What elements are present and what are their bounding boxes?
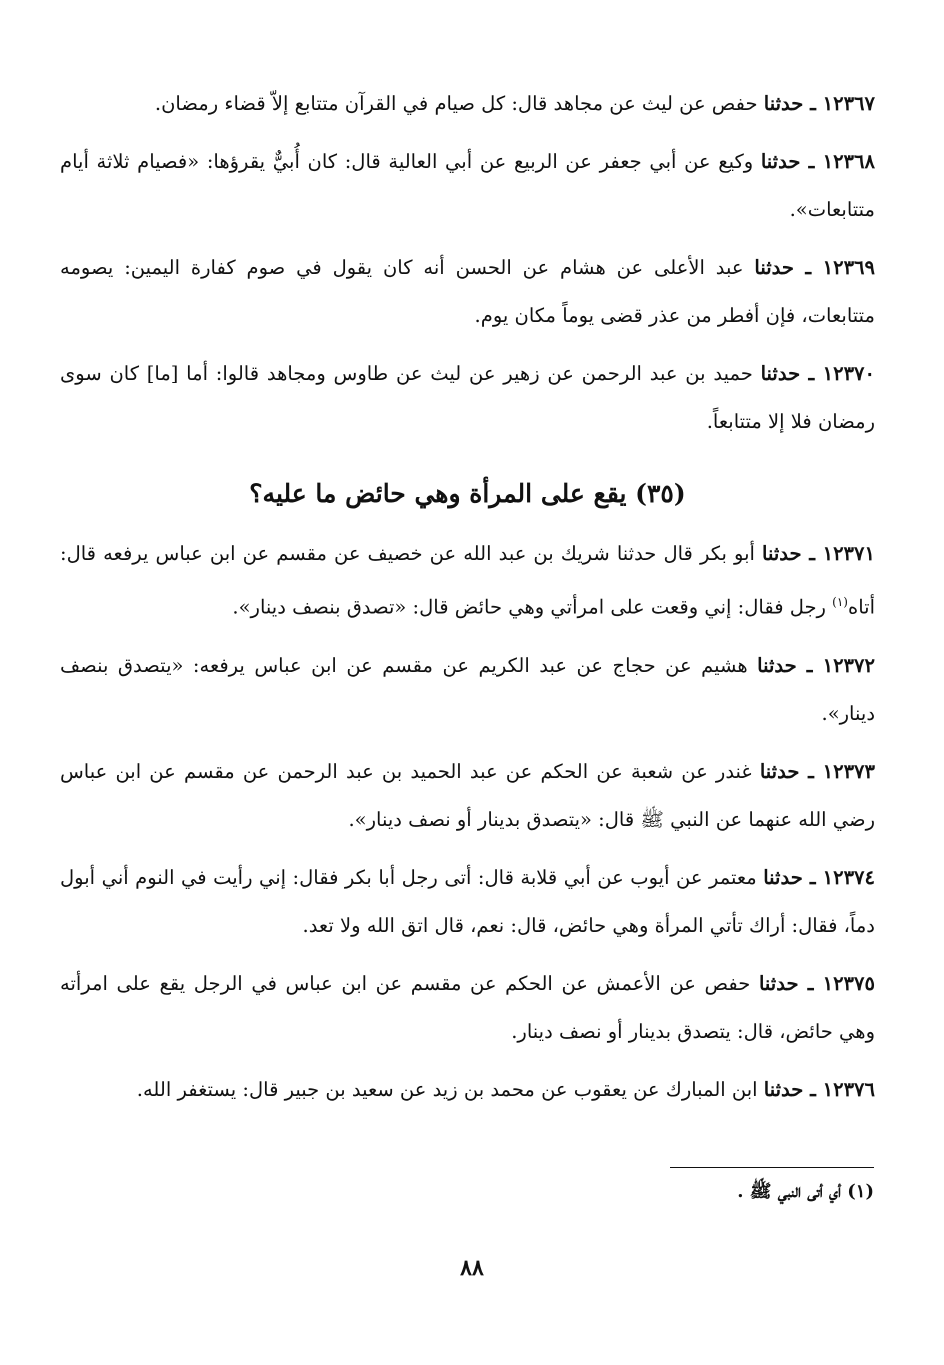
hadith-12376 bbox=[60, 1066, 875, 1114]
hadith-text: وكيع عن أبي جعفر عن الربيع عن أبي العالية قال: كان أُبيٌّ يقرؤها: «فصيام ثلاثة أيام متتابعات». bbox=[60, 150, 875, 221]
hadith-number: ١٢٣٦٩ ـ حدثنا bbox=[754, 256, 875, 279]
hadith-12374 bbox=[60, 854, 875, 950]
footnote: (١) أي أتى النبي ﷺ . bbox=[737, 1181, 874, 1202]
hadith-12367 bbox=[60, 80, 875, 128]
hadith-text: رجل فقال: إني وقعت على امرأتي وهي حائض قال: «تصدق بنصف دينار». bbox=[232, 595, 833, 619]
hadith-number: ١٢٣٧٠ ـ حدثنا bbox=[760, 362, 875, 385]
hadith-number: ١٢٣٧٢ ـ حدثنا bbox=[757, 653, 875, 677]
hadith-12372 bbox=[60, 642, 875, 738]
hadith-number: ١٢٣٦٨ ـ حدثنا bbox=[760, 150, 875, 173]
hadith-number: ١٢٣٧٦ ـ حدثنا bbox=[763, 1077, 875, 1101]
page-number: ٨٨ bbox=[460, 1255, 484, 1281]
hadith-text: معتمر عن أيوب عن أبي قلابة قال: أتى رجل أبا بكر فقال: إني رأيت في النوم أني أبول دماً، فقال: أراك تأتي المرأة وهي حائض، قال: نعم، قال اتق الله ولا تعد. bbox=[60, 865, 875, 937]
hadith-number: ١٢٣٧٤ ـ حدثنا bbox=[763, 865, 875, 889]
main-text bbox=[60, 80, 875, 1124]
hadith-text: هشيم عن حجاج عن عبد الكريم عن مقسم عن ابن عباس يرفعه: «يتصدق بنصف دينار». bbox=[60, 653, 875, 725]
hadith-12371 bbox=[60, 530, 875, 632]
hadith-number: ١٢٣٧٣ ـ حدثنا bbox=[759, 759, 875, 783]
hadith-12369 bbox=[60, 244, 875, 340]
hadith-text: ابن المبارك عن يعقوب عن محمد بن زيد عن سعيد بن جبير قال: يستغفر الله. bbox=[136, 1077, 764, 1101]
hadith-text: حفص عن الأعمش عن الحكم عن مقسم عن ابن عباس في الرجل يقع على امرأته وهي حائض، قال: يتصدق بدينار أو نصف دينار. bbox=[60, 971, 875, 1043]
hadith-text: حفص عن ليث عن مجاهد قال: كل صيام في القرآن متتابع إلاّ قضاء رمضان. bbox=[154, 92, 764, 115]
section-heading: (٣٥) يقع على المرأة وهي حائض ما عليه؟ bbox=[249, 479, 686, 508]
hadith-text: غندر عن شعبة عن الحكم عن عبد الحميد بن عبد الرحمن عن مقسم عن ابن عباس رضي الله عنهما عن النبي ﷺ قال: «يتصدق بدينار أو نصف دينار». bbox=[60, 759, 875, 831]
footnote-reference[interactable]: (١) bbox=[832, 595, 848, 609]
hadith-text: عبد الأعلى عن هشام عن الحسن أنه كان يقول في صوم كفارة اليمين: يصومه متتابعات، فإن أفطر من عذر قضى يوماً مكان يوم. bbox=[60, 256, 875, 327]
hadith-number: ١٢٣٦٧ ـ حدثنا bbox=[763, 92, 875, 115]
hadith-number: ١٢٣٧٥ ـ حدثنا bbox=[758, 971, 875, 995]
hadith-12368 bbox=[60, 138, 875, 234]
footnote-divider bbox=[670, 1167, 874, 1168]
hadith-number: ١٢٣٧١ ـ حدثنا bbox=[762, 542, 875, 565]
hadith-text: أبو بكر قال حدثنا شريك بن عبد الله عن خصيف عن مقسم عن ابن عباس يرفعه قال: أتاه bbox=[60, 542, 875, 619]
hadith-12375 bbox=[60, 960, 875, 1056]
hadith-text: حميد بن عبد الرحمن عن زهير عن ليث عن طاوس ومجاهد قالوا: أما [ما] كان سوى رمضان فلا إلا متتابعاً. bbox=[60, 362, 875, 433]
hadith-12370 bbox=[60, 350, 875, 446]
hadith-12373 bbox=[60, 748, 875, 844]
